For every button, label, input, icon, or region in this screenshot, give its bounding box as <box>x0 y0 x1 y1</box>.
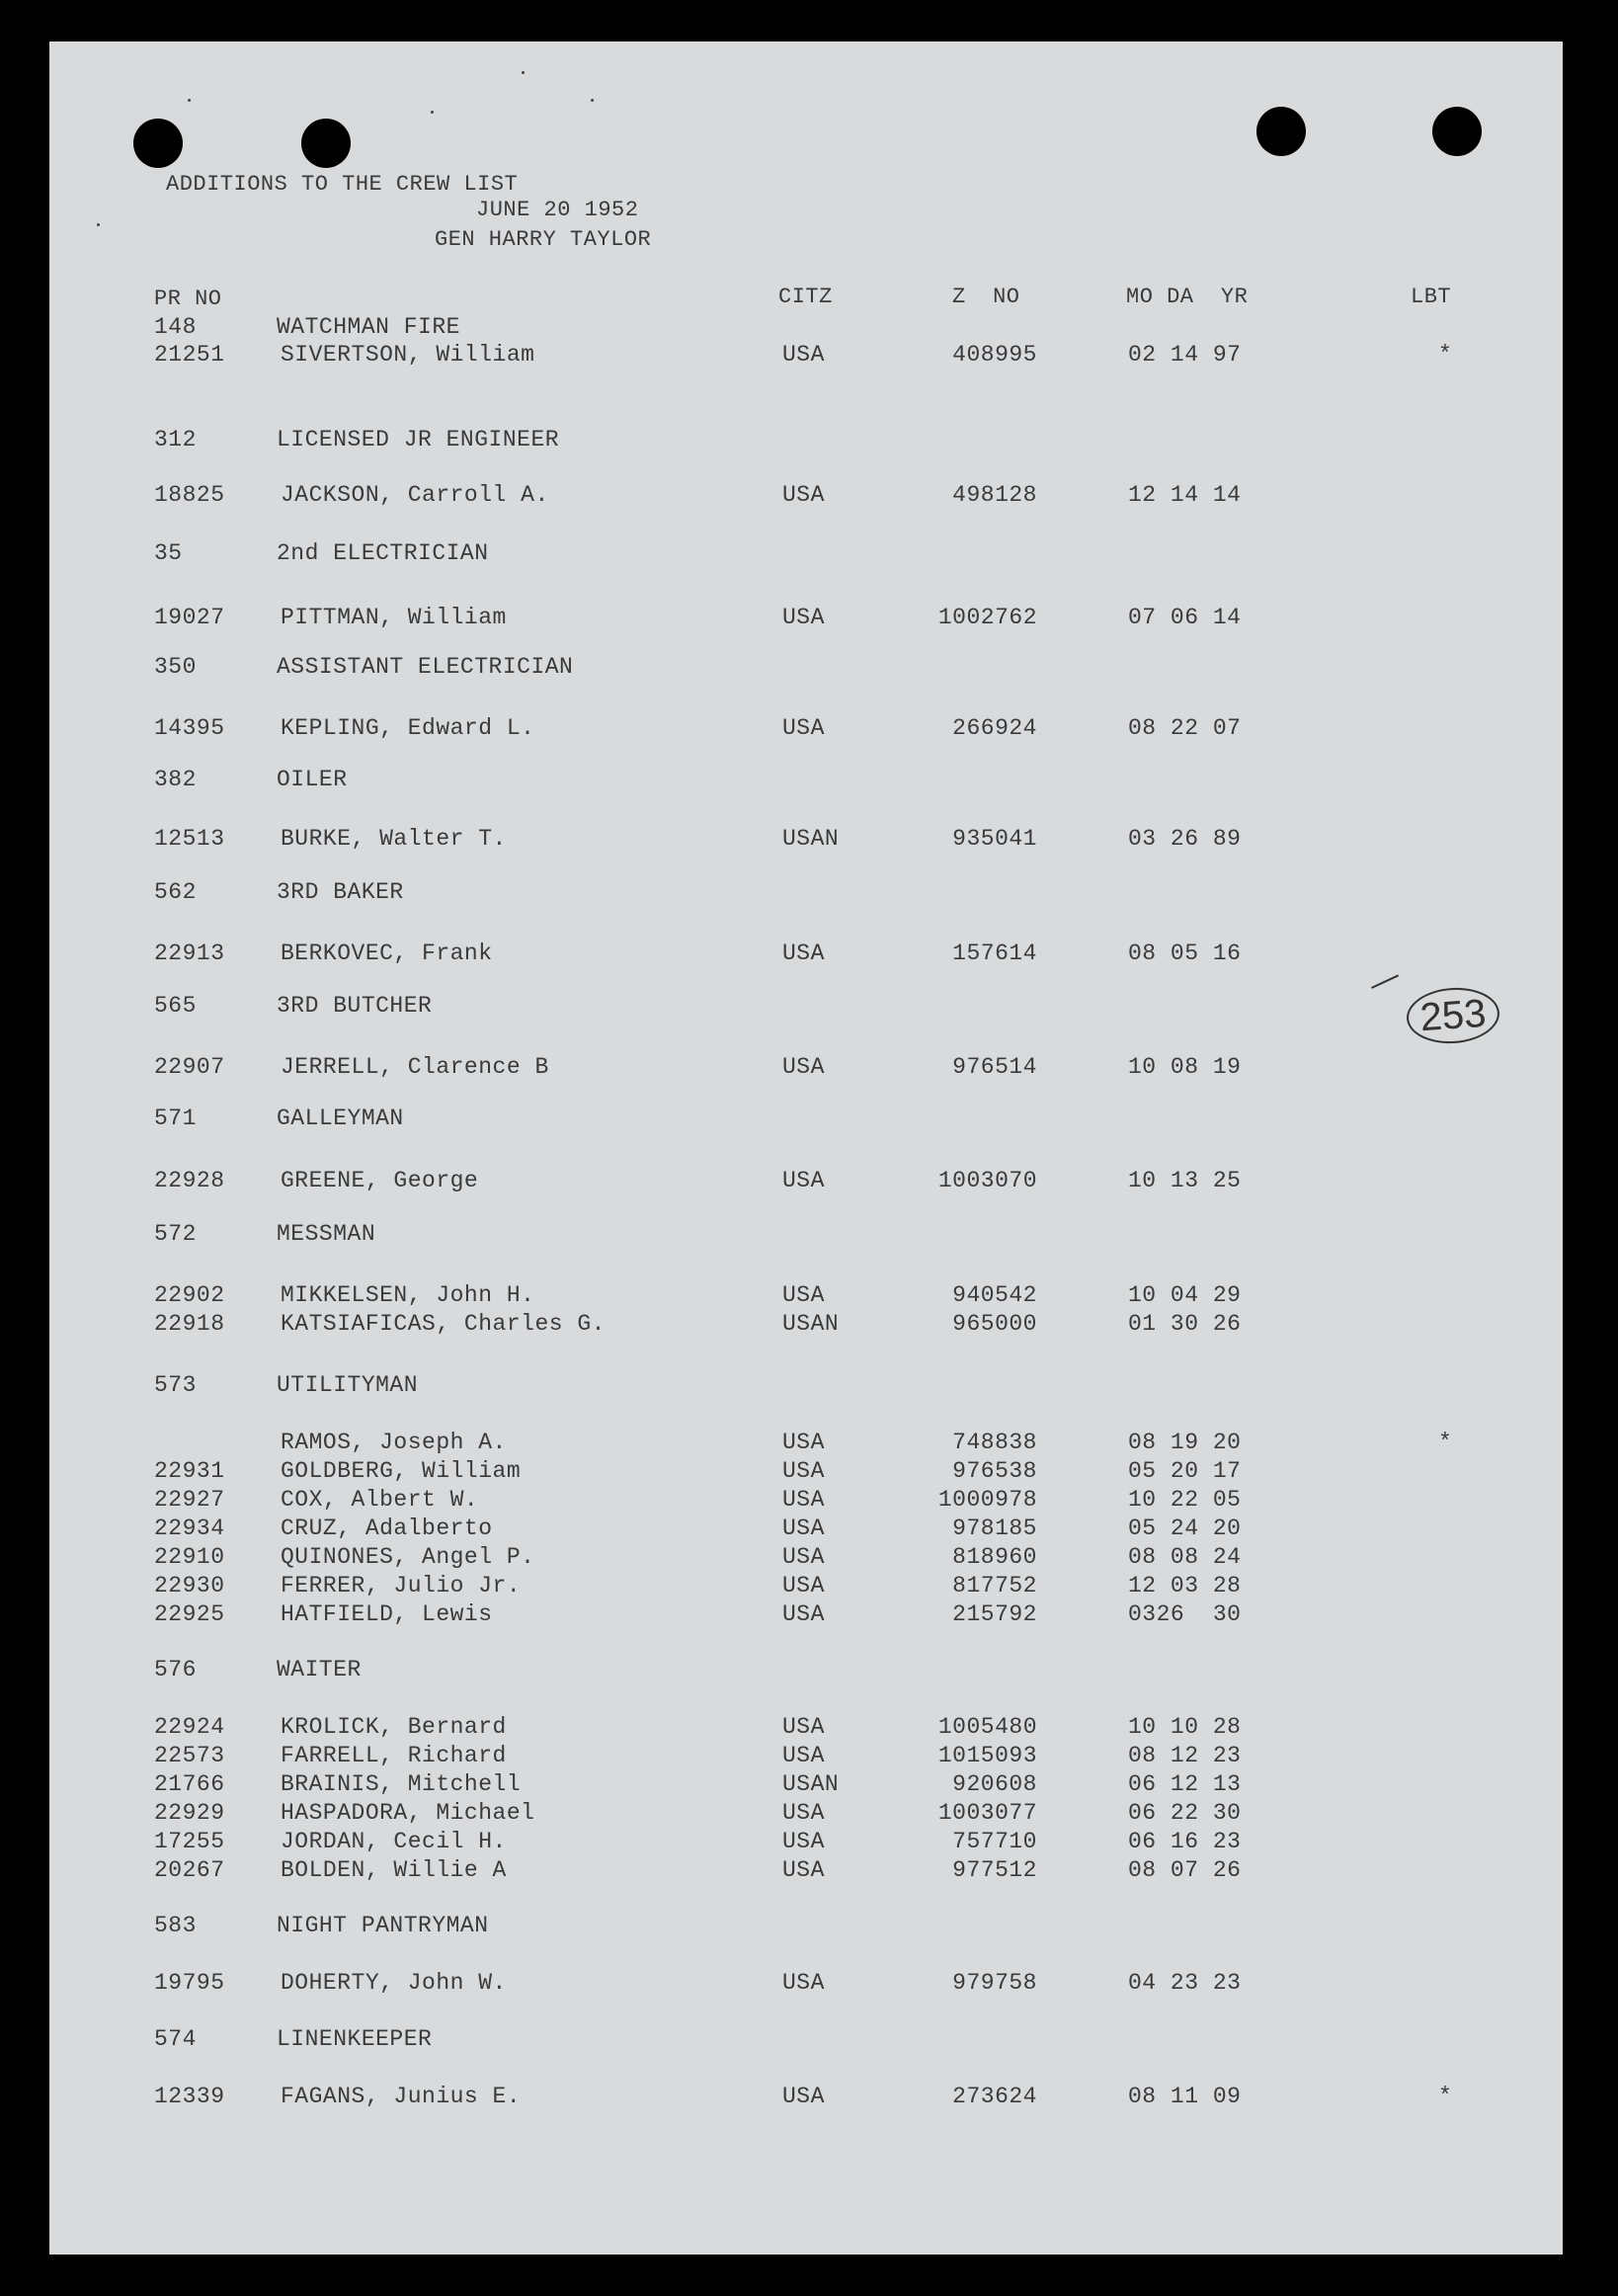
pr-number: 19795 <box>154 1970 225 1996</box>
z-number: 817752 <box>952 1573 1037 1599</box>
citizenship: USA <box>782 342 825 368</box>
crew-name: RAMOS, Joseph A. <box>281 1430 507 1455</box>
col-header-dob: MO DA YR <box>1126 285 1249 309</box>
pr-number: 22931 <box>154 1458 225 1484</box>
category-title: LICENSED JR ENGINEER <box>277 427 560 452</box>
z-number: 215792 <box>952 1601 1037 1627</box>
category-title: WATCHMAN FIRE <box>277 314 460 340</box>
category-title: OILER <box>277 767 348 792</box>
category-number: 35 <box>154 540 183 566</box>
citizenship: USAN <box>782 826 840 852</box>
pr-number: 22573 <box>154 1743 225 1768</box>
citizenship: USA <box>782 1970 825 1996</box>
pr-number: 14395 <box>154 715 225 741</box>
ship-name: GEN HARRY TAYLOR <box>435 227 652 252</box>
punch-hole-icon <box>1432 107 1482 156</box>
crew-name: SIVERTSON, William <box>281 342 535 368</box>
date-of-birth: 12 03 28 <box>1128 1573 1242 1599</box>
crew-name: BERKOVEC, Frank <box>281 941 493 966</box>
page-title: ADDITIONS TO THE CREW LIST <box>166 172 519 197</box>
date-of-birth: 05 24 20 <box>1128 1516 1242 1541</box>
category-title: 3RD BUTCHER <box>277 993 433 1019</box>
document-page <box>49 41 1563 2255</box>
pr-number: 21766 <box>154 1771 225 1797</box>
citizenship: USAN <box>782 1771 840 1797</box>
category-title: GALLEYMAN <box>277 1106 404 1131</box>
date-of-birth: 06 22 30 <box>1128 1800 1242 1826</box>
citizenship: USA <box>782 1857 825 1883</box>
crew-name: JORDAN, Cecil H. <box>281 1829 507 1854</box>
z-number: 1005480 <box>937 1714 1037 1740</box>
citizenship: USA <box>782 605 825 630</box>
pr-number: 22934 <box>154 1516 225 1541</box>
category-title: MESSMAN <box>277 1221 376 1247</box>
category-number: 382 <box>154 767 197 792</box>
category-number: 565 <box>154 993 197 1019</box>
crew-name: COX, Albert W. <box>281 1487 479 1513</box>
crew-name: QUINONES, Angel P. <box>281 1544 535 1570</box>
crew-name: BOLDEN, Willie A <box>281 1857 507 1883</box>
date-of-birth: 10 22 05 <box>1128 1487 1242 1513</box>
date-of-birth: 04 23 23 <box>1128 1970 1242 1996</box>
z-number: 1015093 <box>937 1743 1037 1768</box>
date-of-birth: 06 12 13 <box>1128 1771 1242 1797</box>
date-of-birth: 08 12 23 <box>1128 1743 1242 1768</box>
category-title: NIGHT PANTRYMAN <box>277 1913 489 1938</box>
pr-number: 17255 <box>154 1829 225 1854</box>
z-number: 1000978 <box>937 1487 1037 1513</box>
col-header-citz: CITZ <box>778 285 833 309</box>
pr-number: 22929 <box>154 1800 225 1826</box>
category-title: LINENKEEPER <box>277 2026 433 2052</box>
z-number: 157614 <box>952 941 1037 966</box>
pr-number: 22925 <box>154 1601 225 1627</box>
crew-name: JERRELL, Clarence B <box>281 1054 549 1080</box>
pr-number: 22902 <box>154 1282 225 1308</box>
crew-name: MIKKELSEN, John H. <box>281 1282 535 1308</box>
citizenship: USA <box>782 715 825 741</box>
z-number: 748838 <box>952 1430 1037 1455</box>
date-of-birth: 08 11 09 <box>1128 2084 1242 2109</box>
citizenship: USA <box>782 1573 825 1599</box>
date-of-birth: 0326 30 <box>1128 1601 1242 1627</box>
category-title: ASSISTANT ELECTRICIAN <box>277 654 574 680</box>
z-number: 273624 <box>952 2084 1037 2109</box>
crew-name: BURKE, Walter T. <box>281 826 507 852</box>
punch-hole-icon <box>133 119 183 168</box>
citizenship: USA <box>782 1714 825 1740</box>
z-number: 976514 <box>952 1054 1037 1080</box>
category-number: 148 <box>154 314 197 340</box>
page-number-stamp: 253 <box>1405 985 1501 1046</box>
crew-name: FERRER, Julio Jr. <box>281 1573 522 1599</box>
pr-number: 22913 <box>154 941 225 966</box>
pr-number: 12513 <box>154 826 225 852</box>
pr-number: 21251 <box>154 342 225 368</box>
category-title: 2nd ELECTRICIAN <box>277 540 489 566</box>
pr-number: 22924 <box>154 1714 225 1740</box>
z-number: 935041 <box>952 826 1037 852</box>
col-header-z-no: Z NO <box>952 285 1020 309</box>
category-number: 573 <box>154 1372 197 1398</box>
pr-number: 22930 <box>154 1573 225 1599</box>
pr-number: 22918 <box>154 1311 225 1337</box>
citizenship: USA <box>782 1168 825 1193</box>
citizenship: USA <box>782 1054 825 1080</box>
category-number: 312 <box>154 427 197 452</box>
z-number: 977512 <box>952 1857 1037 1883</box>
citizenship: USA <box>782 1544 825 1570</box>
lbt-mark: * <box>1438 342 1453 368</box>
col-header-pr-no: PR NO <box>154 287 222 311</box>
date-of-birth: 08 08 24 <box>1128 1544 1242 1570</box>
crew-name: DOHERTY, John W. <box>281 1970 507 1996</box>
category-number: 571 <box>154 1106 197 1131</box>
date-of-birth: 01 30 26 <box>1128 1311 1242 1337</box>
pr-number: 22927 <box>154 1487 225 1513</box>
date-of-birth: 10 13 25 <box>1128 1168 1242 1193</box>
z-number: 979758 <box>952 1970 1037 1996</box>
citizenship: USA <box>782 1487 825 1513</box>
crew-name: KEPLING, Edward L. <box>281 715 535 741</box>
category-title: 3RD BAKER <box>277 879 404 905</box>
date-of-birth: 05 20 17 <box>1128 1458 1242 1484</box>
lbt-mark: * <box>1438 1430 1453 1455</box>
z-number: 408995 <box>952 342 1037 368</box>
crew-name: PITTMAN, William <box>281 605 507 630</box>
z-number: 1003077 <box>937 1800 1037 1826</box>
punch-hole-icon <box>1256 107 1306 156</box>
date-of-birth: 10 08 19 <box>1128 1054 1242 1080</box>
category-title: WAITER <box>277 1657 362 1682</box>
date-of-birth: 08 22 07 <box>1128 715 1242 741</box>
crew-name: HATFIELD, Lewis <box>281 1601 493 1627</box>
crew-name: FARRELL, Richard <box>281 1743 507 1768</box>
z-number: 920608 <box>952 1771 1037 1797</box>
date-of-birth: 12 14 14 <box>1128 482 1242 508</box>
category-number: 583 <box>154 1913 197 1938</box>
date-of-birth: 06 16 23 <box>1128 1829 1242 1854</box>
category-number: 350 <box>154 654 197 680</box>
crew-name: HASPADORA, Michael <box>281 1800 535 1826</box>
z-number: 978185 <box>952 1516 1037 1541</box>
z-number: 1002762 <box>937 605 1037 630</box>
date-of-birth: 10 10 28 <box>1128 1714 1242 1740</box>
punch-hole-icon <box>301 119 351 168</box>
pr-number: 22907 <box>154 1054 225 1080</box>
citizenship: USA <box>782 1743 825 1768</box>
z-number: 940542 <box>952 1282 1037 1308</box>
citizenship: USA <box>782 941 825 966</box>
crew-name: FAGANS, Junius E. <box>281 2084 522 2109</box>
citizenship: USA <box>782 2084 825 2109</box>
citizenship: USA <box>782 1829 825 1854</box>
category-number: 574 <box>154 2026 197 2052</box>
pr-number: 12339 <box>154 2084 225 2109</box>
crew-name: CRUZ, Adalberto <box>281 1516 493 1541</box>
pr-number: 20267 <box>154 1857 225 1883</box>
z-number: 757710 <box>952 1829 1037 1854</box>
citizenship: USA <box>782 1458 825 1484</box>
date-of-birth: 07 06 14 <box>1128 605 1242 630</box>
crew-name: KROLICK, Bernard <box>281 1714 507 1740</box>
report-date: JUNE 20 1952 <box>476 198 639 222</box>
citizenship: USAN <box>782 1311 840 1337</box>
citizenship: USA <box>782 1601 825 1627</box>
crew-name: GREENE, George <box>281 1168 479 1193</box>
z-number: 976538 <box>952 1458 1037 1484</box>
crew-name: BRAINIS, Mitchell <box>281 1771 522 1797</box>
pr-number: 18825 <box>154 482 225 508</box>
date-of-birth: 08 05 16 <box>1128 941 1242 966</box>
z-number: 1003070 <box>937 1168 1037 1193</box>
date-of-birth: 08 07 26 <box>1128 1857 1242 1883</box>
crew-name: JACKSON, Carroll A. <box>281 482 549 508</box>
crew-name: KATSIAFICAS, Charles G. <box>281 1311 606 1337</box>
z-number: 965000 <box>952 1311 1037 1337</box>
citizenship: USA <box>782 1516 825 1541</box>
lbt-mark: * <box>1438 2084 1453 2109</box>
citizenship: USA <box>782 1430 825 1455</box>
col-header-lbt: LBT <box>1411 285 1452 309</box>
citizenship: USA <box>782 1282 825 1308</box>
category-number: 562 <box>154 879 197 905</box>
citizenship: USA <box>782 1800 825 1826</box>
date-of-birth: 08 19 20 <box>1128 1430 1242 1455</box>
pr-number: 19027 <box>154 605 225 630</box>
category-number: 572 <box>154 1221 197 1247</box>
crew-name: GOLDBERG, William <box>281 1458 522 1484</box>
citizenship: USA <box>782 482 825 508</box>
date-of-birth: 03 26 89 <box>1128 826 1242 852</box>
z-number: 498128 <box>952 482 1037 508</box>
pr-number: 22928 <box>154 1168 225 1193</box>
z-number: 266924 <box>952 715 1037 741</box>
pr-number: 22910 <box>154 1544 225 1570</box>
category-number: 576 <box>154 1657 197 1682</box>
date-of-birth: 02 14 97 <box>1128 342 1242 368</box>
date-of-birth: 10 04 29 <box>1128 1282 1242 1308</box>
category-title: UTILITYMAN <box>277 1372 419 1398</box>
z-number: 818960 <box>952 1544 1037 1570</box>
